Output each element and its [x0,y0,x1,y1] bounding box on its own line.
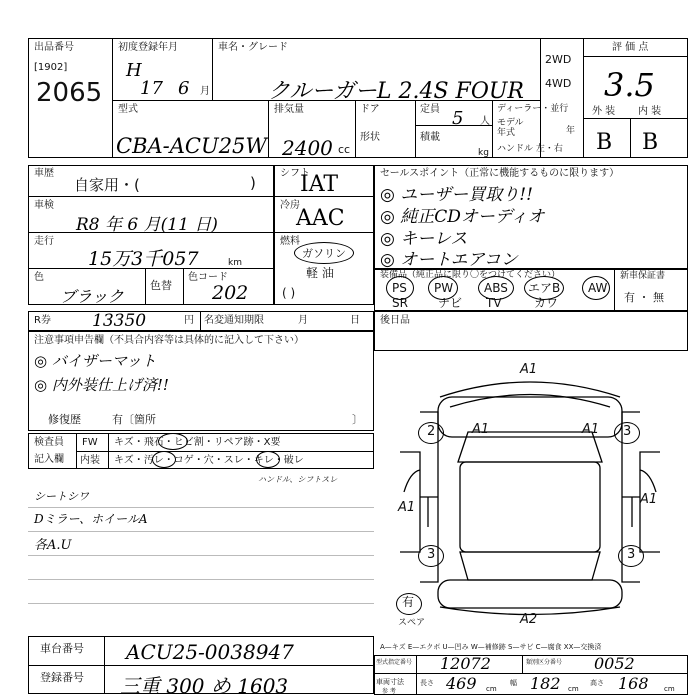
drive-2wd: 2WD [545,53,572,66]
selling-point-3: ◎ キーレス [380,229,468,249]
equip-abs: ABS [484,281,508,295]
equip-airbag: エアB [528,281,561,295]
first-reg-era: H [126,60,142,81]
inspector-label-2: 記入欄 [34,454,64,465]
length-value: 469 [446,674,477,693]
first-reg-month: 6 [178,78,190,99]
width-label: 幅 [510,679,517,687]
model-year-label: モデル 年式 [497,118,524,138]
lot-code: [1902] [34,62,68,73]
equip-leather: カワ [534,296,559,310]
height-cm: cm [664,685,675,693]
width-value: 182 [530,674,561,693]
exterior-label: 外 装 [592,106,616,117]
inspection-value: R8 年 6 月(11 日) [76,215,218,235]
shape-label: 形状 [360,132,380,143]
repair-value: 有〔箇所 [112,413,156,426]
damage-mark-rl: 3 [427,547,436,562]
capacity-value: 5 [452,108,464,129]
equip-tv: TV [486,296,502,310]
drive-4wd: 4WD [545,77,572,90]
equip-pw: PW [434,281,454,295]
inspector-fw-items: キズ・飛石・ヒビ割・リペア跡・X要 [114,437,281,448]
score-value: 3.5 [604,66,655,104]
equip-ps: PS [392,281,407,295]
damage-legend: A—キズ E—エクボ U—凹み W—補修跡 S—サビ C—腐食 XX—交換済 [380,643,602,651]
type-approval-label: 型式指定番号 [376,659,413,666]
size-label: 車両寸法 [376,678,404,686]
note-2: ◎ 内外装仕上げ済!! [34,376,169,394]
category-value: 0052 [594,654,635,673]
height-label: 高さ [590,679,604,687]
selling-points-label: セールスポイント（正常に機能するものに限ります） [380,168,620,179]
color-value: ブラック [60,287,124,306]
fuel-paren: ( ) [282,286,296,300]
history-close: ) [250,174,256,192]
displacement-unit: cc [338,143,351,156]
first-reg-label: 初度登録年月 [118,42,178,53]
lot-label: 出品番号 [34,42,74,53]
month-unit: 月 [200,86,210,97]
damage-mark-rear: A2 [520,612,538,627]
first-reg-year: 17 [140,78,163,99]
repair-close: 〕 [352,413,363,426]
displacement-value: 2400 [282,136,333,160]
chassis-label: 車台番号 [40,642,84,655]
tax-unit: 円 [184,315,194,326]
color-change-label: 色替 [150,279,172,292]
color-label: 色 [34,272,44,283]
fuel-label: 燃料 [280,236,300,247]
length-cm: cm [486,685,497,693]
tax-label: R券 [34,315,51,326]
car-name-value: クルーガーL 2.4S FOUR [268,79,524,104]
mileage-label: 走行 [34,236,54,247]
damage-mark-fr: 3 [623,424,632,439]
score-label: 評 価 点 [612,42,649,53]
exterior-value: B [596,130,613,155]
length-label: 長さ [420,679,434,687]
notes-label: 注意事項申告欄（不具合内容等は具体的に記入して下さい） [34,335,304,346]
hw-note-2: Dミラー、ホイールA [34,512,148,526]
fuel-diesel: 軽 油 [306,266,334,280]
equip-navi: ナビ [438,296,463,310]
after-fit-block [374,311,688,351]
car-name-label: 車名・グレード [218,42,288,53]
dealer-label: ディーラー・並行 [497,104,569,114]
spare-value: 有 [402,595,415,609]
load-label: 積載 [420,132,440,143]
note-1: ◎ バイザーマット [34,352,157,370]
equipment-label: 装備品（純正品に限り〇をつけてください） [380,270,561,280]
selling-point-4: ◎ オートエアコン [380,250,518,270]
ac-label: 冷房 [280,200,300,211]
year-unit: 年 [566,126,576,136]
damage-mark-front-right: A1 [582,422,600,437]
damage-mark-rr: 3 [627,547,636,562]
shift-label: シフト [280,168,310,179]
hw-note-1: シートシワ [34,490,89,503]
damage-mark-front-left: A1 [472,422,490,437]
history-value: 自家用・( [74,176,140,194]
notice-label: 名変通知期限 [204,315,264,326]
equip-sr: SR [392,296,408,310]
ac-value: AAC [296,206,345,231]
type-approval-value: 12072 [440,654,491,673]
inspector-int-items: キズ・汚レ・コゲ・穴・スレ・キレ・破レ [114,455,304,466]
damage-mark-left-side: A1 [398,500,416,515]
model-label: 型式 [118,104,138,115]
mileage-value: 15万3千057 [88,248,199,270]
damage-mark-fl: 2 [427,424,436,439]
mileage-unit: km [228,258,242,268]
hw-note-3: 各A.U [34,538,72,553]
spare-label: スペア [398,618,426,628]
selling-point-1: ◎ ユーザー買取り!! [380,185,533,205]
capacity-unit: 人 [480,116,490,127]
car-diagram [380,352,680,622]
inspection-label: 車検 [34,200,54,211]
history-label: 車歴 [34,168,54,179]
equip-aw: AW [588,281,608,295]
inspector-interior: 内装 [80,455,100,466]
doors-label: ドア [360,104,380,115]
inspector-fw: FW [82,437,98,448]
chassis-value: ACU25-0038947 [126,640,294,664]
after-fit-label: 後日品 [380,315,410,326]
damage-mark-front-top: A1 [520,362,538,377]
color-code-label: 色コード [188,272,228,283]
notice-month: 月 [298,315,308,326]
lot-number: 2065 [36,78,103,108]
interior-label: 内 装 [638,106,662,117]
inspector-label-1: 検査員 [34,437,64,448]
capacity-label: 定員 [420,104,440,115]
notice-day: 日 [350,315,360,326]
selling-point-2: ◎ 純正CDオーディオ [380,207,545,227]
model-value: CBA-ACU25W [116,134,267,158]
interior-value: B [642,130,659,155]
damage-mark-right-side: A1 [640,492,658,507]
fuel-gasoline: ガソリン [302,247,346,260]
displacement-label: 排気量 [274,104,304,115]
inspector-small-note: ハンドル、シフトスレ [258,475,338,484]
color-code-value: 202 [212,282,249,304]
width-cm: cm [568,685,579,693]
shift-value: IAT [300,172,339,197]
tax-block [28,311,374,331]
registration-value: 三重 300 め 1603 [120,674,289,698]
size-ref: 参 考 [382,688,396,695]
load-unit: kg [478,148,489,158]
registration-label: 登録番号 [40,671,84,684]
warranty-label: 新車保証書 [620,271,666,281]
category-label: 類別区分番号 [526,659,563,666]
height-value: 168 [618,674,649,693]
repair-label: 修復歴 [48,413,81,426]
tax-value: 13350 [92,311,147,331]
handle-label: ハンドル 左・右 [497,144,563,154]
warranty-value: 有 ・ 無 [624,291,664,304]
